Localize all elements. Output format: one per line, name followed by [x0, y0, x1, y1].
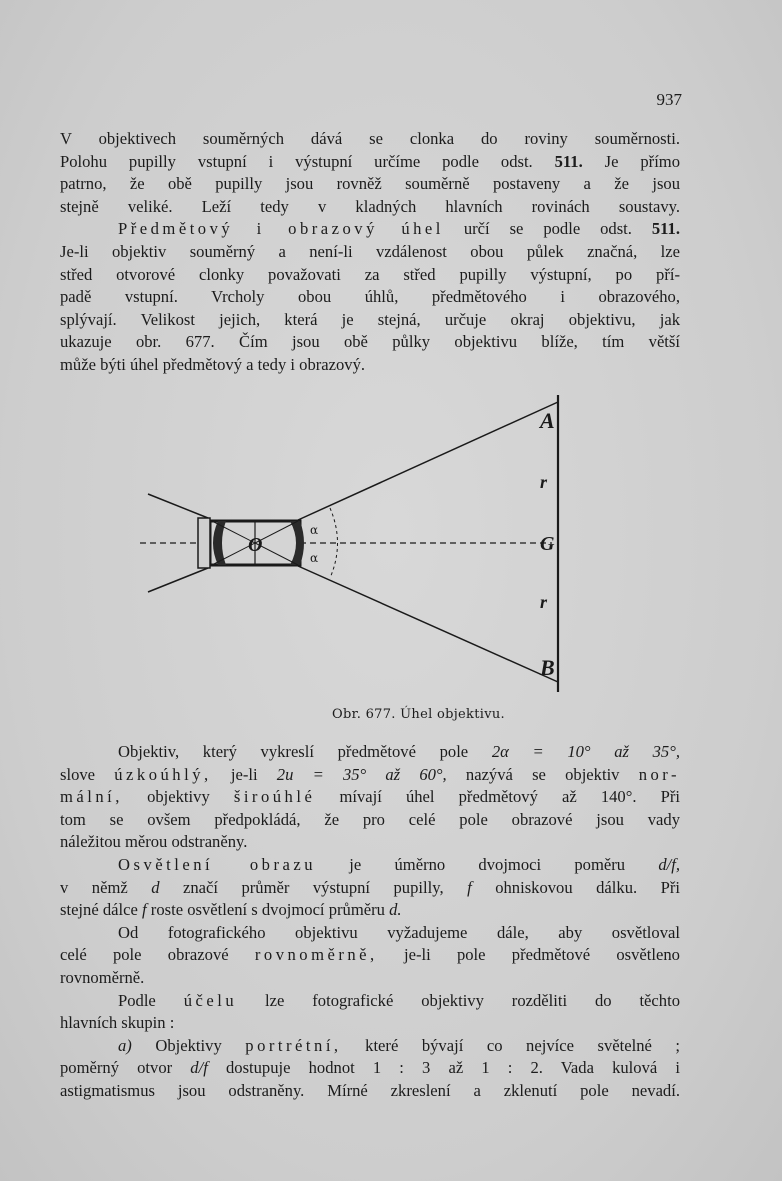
lens-front-ring	[198, 518, 210, 568]
bottom-text	[60, 741, 680, 1103]
text-line: celé pole obrazové rovnoměrně, je-li pole předmětové osvětleno	[60, 945, 680, 965]
figure-caption: Obr. 677. Úhel objektivu.	[332, 707, 505, 722]
text-line: střed otvorové clonky považovati za střed pupilly výstupní, po pří-	[60, 264, 680, 284]
text-line: Předmětový i obrazový úhel určí se podle odst. 511.	[118, 219, 680, 239]
label-G: G	[540, 533, 555, 555]
text-line: Od fotografického objektivu vyžadujeme dále, aby osvětloval	[118, 922, 680, 942]
upper-ray	[298, 402, 558, 520]
text-line: stejné dálce f roste osvětlení s dvojmocí průměru d.	[60, 900, 402, 920]
text-line: náležitou měrou odstraněny.	[60, 832, 248, 852]
text-line: slove úzkoúhlý, je-li 2u = 35° až 60°, nazývá se objektiv nor-	[60, 764, 681, 784]
label-r-upper: r	[540, 472, 548, 492]
text-line: rovnoměrně.	[60, 967, 145, 987]
objective-angle-diagram	[140, 390, 580, 695]
text-line: tom se ovšem předpokládá, že pro celé pole obrazové jsou vady	[60, 809, 680, 829]
text-line: Osvětlení obrazu je úměrno dvojmoci poměru d/f,	[118, 854, 680, 874]
text-line: stejně veliké. Leží tedy v kladných hlavních rovinách soustavy.	[60, 196, 680, 216]
text-line: padě vstupní. Vrcholy obou úhlů, předmětového i obrazového,	[60, 287, 680, 307]
label-alpha-lower: α	[310, 551, 319, 565]
text-line: splývají. Velikost jejich, která je stejná, určuje okraj objektivu, jak	[60, 309, 680, 329]
label-r-lower: r	[540, 592, 548, 612]
label-B: B	[540, 655, 555, 680]
spaced-term: Předmětový i obrazový úhel	[118, 219, 444, 239]
text-line: v němž d značí průměr výstupní pupilly, f ohniskovou dálku. Při	[60, 877, 680, 897]
text-line: astigmatismus jsou odstraněny. Mírné zkreslení a zklenutí pole nevadí.	[60, 1080, 680, 1100]
label-O: O	[248, 534, 263, 556]
text-line: Objektiv, který vykreslí předmětové pole 2α = 10° až 35°,	[118, 742, 680, 761]
lower-ray	[298, 566, 558, 682]
text-line: hlavních skupin :	[60, 1013, 175, 1033]
lower-object-ray	[148, 568, 208, 592]
label-alpha-upper: α	[310, 523, 319, 537]
text-line: mální, objektivy široúhlé mívají úhel předmětový až 140°. Při	[60, 787, 680, 807]
label-A: A	[540, 408, 555, 433]
text-line: poměrný otvor d/f dostupuje hodnot 1 : 3 až 1 : 2. Vada kulová i	[60, 1058, 680, 1078]
upper-object-ray	[148, 494, 208, 518]
text-line: může býti úhel předmětový a tedy i obrazový.	[60, 354, 366, 374]
page-number: 937	[656, 90, 682, 109]
text-line: patrno, že obě pupilly jsou rovněž souměrně postaveny a že jsou	[60, 174, 680, 194]
text-line: Polohu pupilly vstupní i výstupní určíme podle odst. 511. Je přímo	[60, 151, 681, 171]
text-line: a) Objektivy portrétní, které bývají co nejvíce světelné ;	[118, 1035, 681, 1055]
text-line: ukazuje obr. 677. Čím jsou obě půlky objektivu blíže, tím větší	[60, 332, 680, 352]
text-line: V objektivech souměrných dává se clonka do roviny souměrnosti.	[60, 129, 680, 148]
text-line: Podle účelu lze fotografické objektivy rozděliti do těchto	[118, 990, 680, 1010]
text-line: Je-li objektiv souměrný a není-li vzdálenost obou půlek značná, lze	[60, 241, 680, 261]
top-paragraph	[60, 128, 680, 377]
